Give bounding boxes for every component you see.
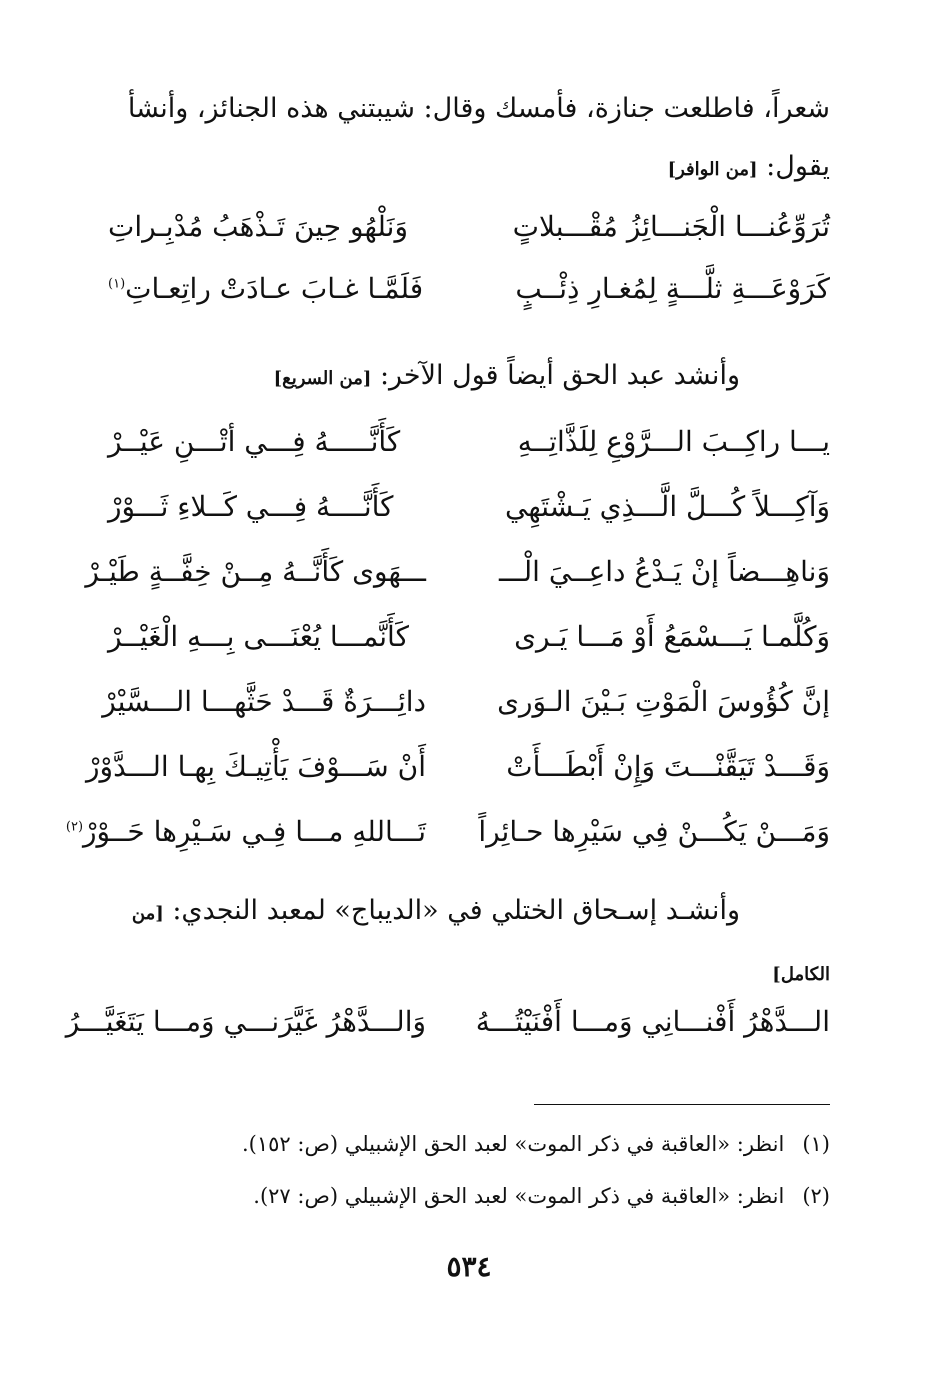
footnote-number: (٢)	[802, 1184, 830, 1208]
verse-line	[108, 620, 830, 682]
intro3-line-1	[108, 882, 830, 943]
verse-first-hemistich: وَقَـــدْ تَيَقَّنْـــتَ وَإِنْ أَبْطَـــأَتْ	[506, 750, 830, 783]
verse-second-hemistich: وَالـــدَّهْرُ غَيَّرَنـــي وَمـــا يَتَغَيَّـــرُ	[65, 1005, 426, 1038]
verse-second-hemistich: أَنْ سَـــوْفَ يَأْتِيـكَ بِهـا الـــدَّوْرْ	[86, 750, 426, 783]
footnote-text: انظر: «العاقبة في ذكر الموت» لعبد الحق الإشبيلي (ص: ١٥٢).	[242, 1132, 785, 1156]
footnote	[108, 1184, 830, 1208]
verse-second-hemistich: كَأَنَّـــــهُ فِـــي أتْـــنِ عَيْــرْ	[108, 425, 401, 458]
verse-first-hemistich: وَكُلَّمـا يَـــسْمَعُ أَوْ مَـــا يَـرى	[514, 620, 830, 653]
verse-line	[108, 272, 830, 334]
verse-text: تَـــاللهِ مـــا فِـي سَـيْرِها حَــوْرْ	[83, 815, 426, 848]
meter-label-continued: الكامل]	[772, 964, 830, 985]
verse-line	[108, 425, 830, 487]
verse-second-hemistich: كَأَنَّمـــا يُعْنَـــى بِـــهِ الْغَيْــرْ	[108, 620, 409, 653]
footnote-separator	[534, 1104, 830, 1105]
verse-line	[65, 815, 830, 877]
verse-second-hemistich	[65, 815, 426, 848]
meter-label: [من	[131, 903, 164, 924]
opening-paragraph	[108, 80, 830, 199]
verse-first-hemistich: الـــدَّهْرُ أَفْنـــانِي وَمـــا أَفْنَيْتُـــهُ	[475, 1005, 830, 1038]
footnote-number: (١)	[802, 1132, 830, 1156]
verse-second-hemistich: وَنَلْهُو حِينَ تَـذْهَبُ مُدْبِـراتِ	[108, 210, 408, 243]
poem-intro	[108, 360, 740, 391]
verse-first-hemistich: إنَّ كُؤُوسَ الْمَوْتِ بَـيْنَ الـوَرى	[497, 685, 830, 718]
footnote-marker: (٢)	[65, 819, 84, 835]
footnote-text: انظر: «العاقبة في ذكر الموت» لعبد الحق الإشبيلي (ص: ٢٧).	[253, 1184, 785, 1208]
verse-line	[108, 210, 830, 272]
intro-text: وأنشـد إسـحاق الختلي في «الديباج» لمعبد النجدي:	[163, 895, 740, 926]
verse-first-hemistich: تُرَوِّعُنـــا الْجَنـــائِزُ مُقْـــبلاتٍ	[512, 210, 830, 243]
footnote-marker: (١)	[108, 276, 126, 292]
verse-first-hemistich: كَرَوْعَـــةِ ثلَّـــةٍ لِمُغـارِ ذِئْــبٍ	[515, 272, 830, 305]
verse-line	[86, 750, 830, 812]
verse-line	[108, 490, 830, 552]
footnote	[108, 1132, 830, 1156]
verse-line	[85, 555, 830, 617]
intro3-line-2	[108, 943, 830, 1004]
verse-second-hemistich: ـــهَوى كَأَنَّــهُ مِــنْ خِفَّــةٍ طَيْـرْ	[85, 555, 426, 588]
verse-text: فَلَمَّـا غـابَ عـادَتْ راتِعـاتِ	[125, 272, 424, 305]
verse-first-hemistich: وَآكِـــلاً كُـــلَّ الَّـــذِي يَـشْتَهِي	[505, 490, 830, 523]
verse-first-hemistich: وَناهِـــضاً إنْ يَـدْعُ داعِــيَ الْـــ	[499, 555, 830, 588]
verse-first-hemistich: يـــا راكِــبَ الـــرَّوْعِ لِلَذَّاتِــهِ	[517, 425, 830, 458]
verse-line	[102, 685, 830, 747]
intro-text: وأنشد عبد الحق أيضاً قول الآخر:	[371, 360, 740, 391]
meter-label: [من الوافر]	[667, 159, 758, 180]
verse-second-hemistich	[108, 272, 426, 305]
verse-first-hemistich: وَمَـــنْ يَكُـــنْ فِي سَيْرِها حـائِراً	[478, 815, 830, 848]
book-page	[65, 0, 830, 1375]
verse-second-hemistich: كَأَنَّــــهُ فِـــي كَــلاءِ ثَـــوْرْ	[108, 490, 394, 523]
opening-line-2	[108, 138, 830, 199]
page-number: ٥٣٤	[446, 1250, 492, 1283]
opening-line-1: شعراً، فاطلعت جنازة، فأمسك وقال: شيبتني هذه الجنائز، وأنشأ	[127, 93, 830, 124]
poem-intro-3	[108, 882, 830, 1004]
meter-label: [من السريع]	[273, 368, 372, 389]
verse-second-hemistich: دائِـــرَةٌ قَـــدْ حَثَّهـــا الـــسَّيْرْ	[102, 685, 426, 718]
opening-line-2-text: يقول:	[757, 151, 830, 182]
verse-line	[65, 1005, 830, 1067]
